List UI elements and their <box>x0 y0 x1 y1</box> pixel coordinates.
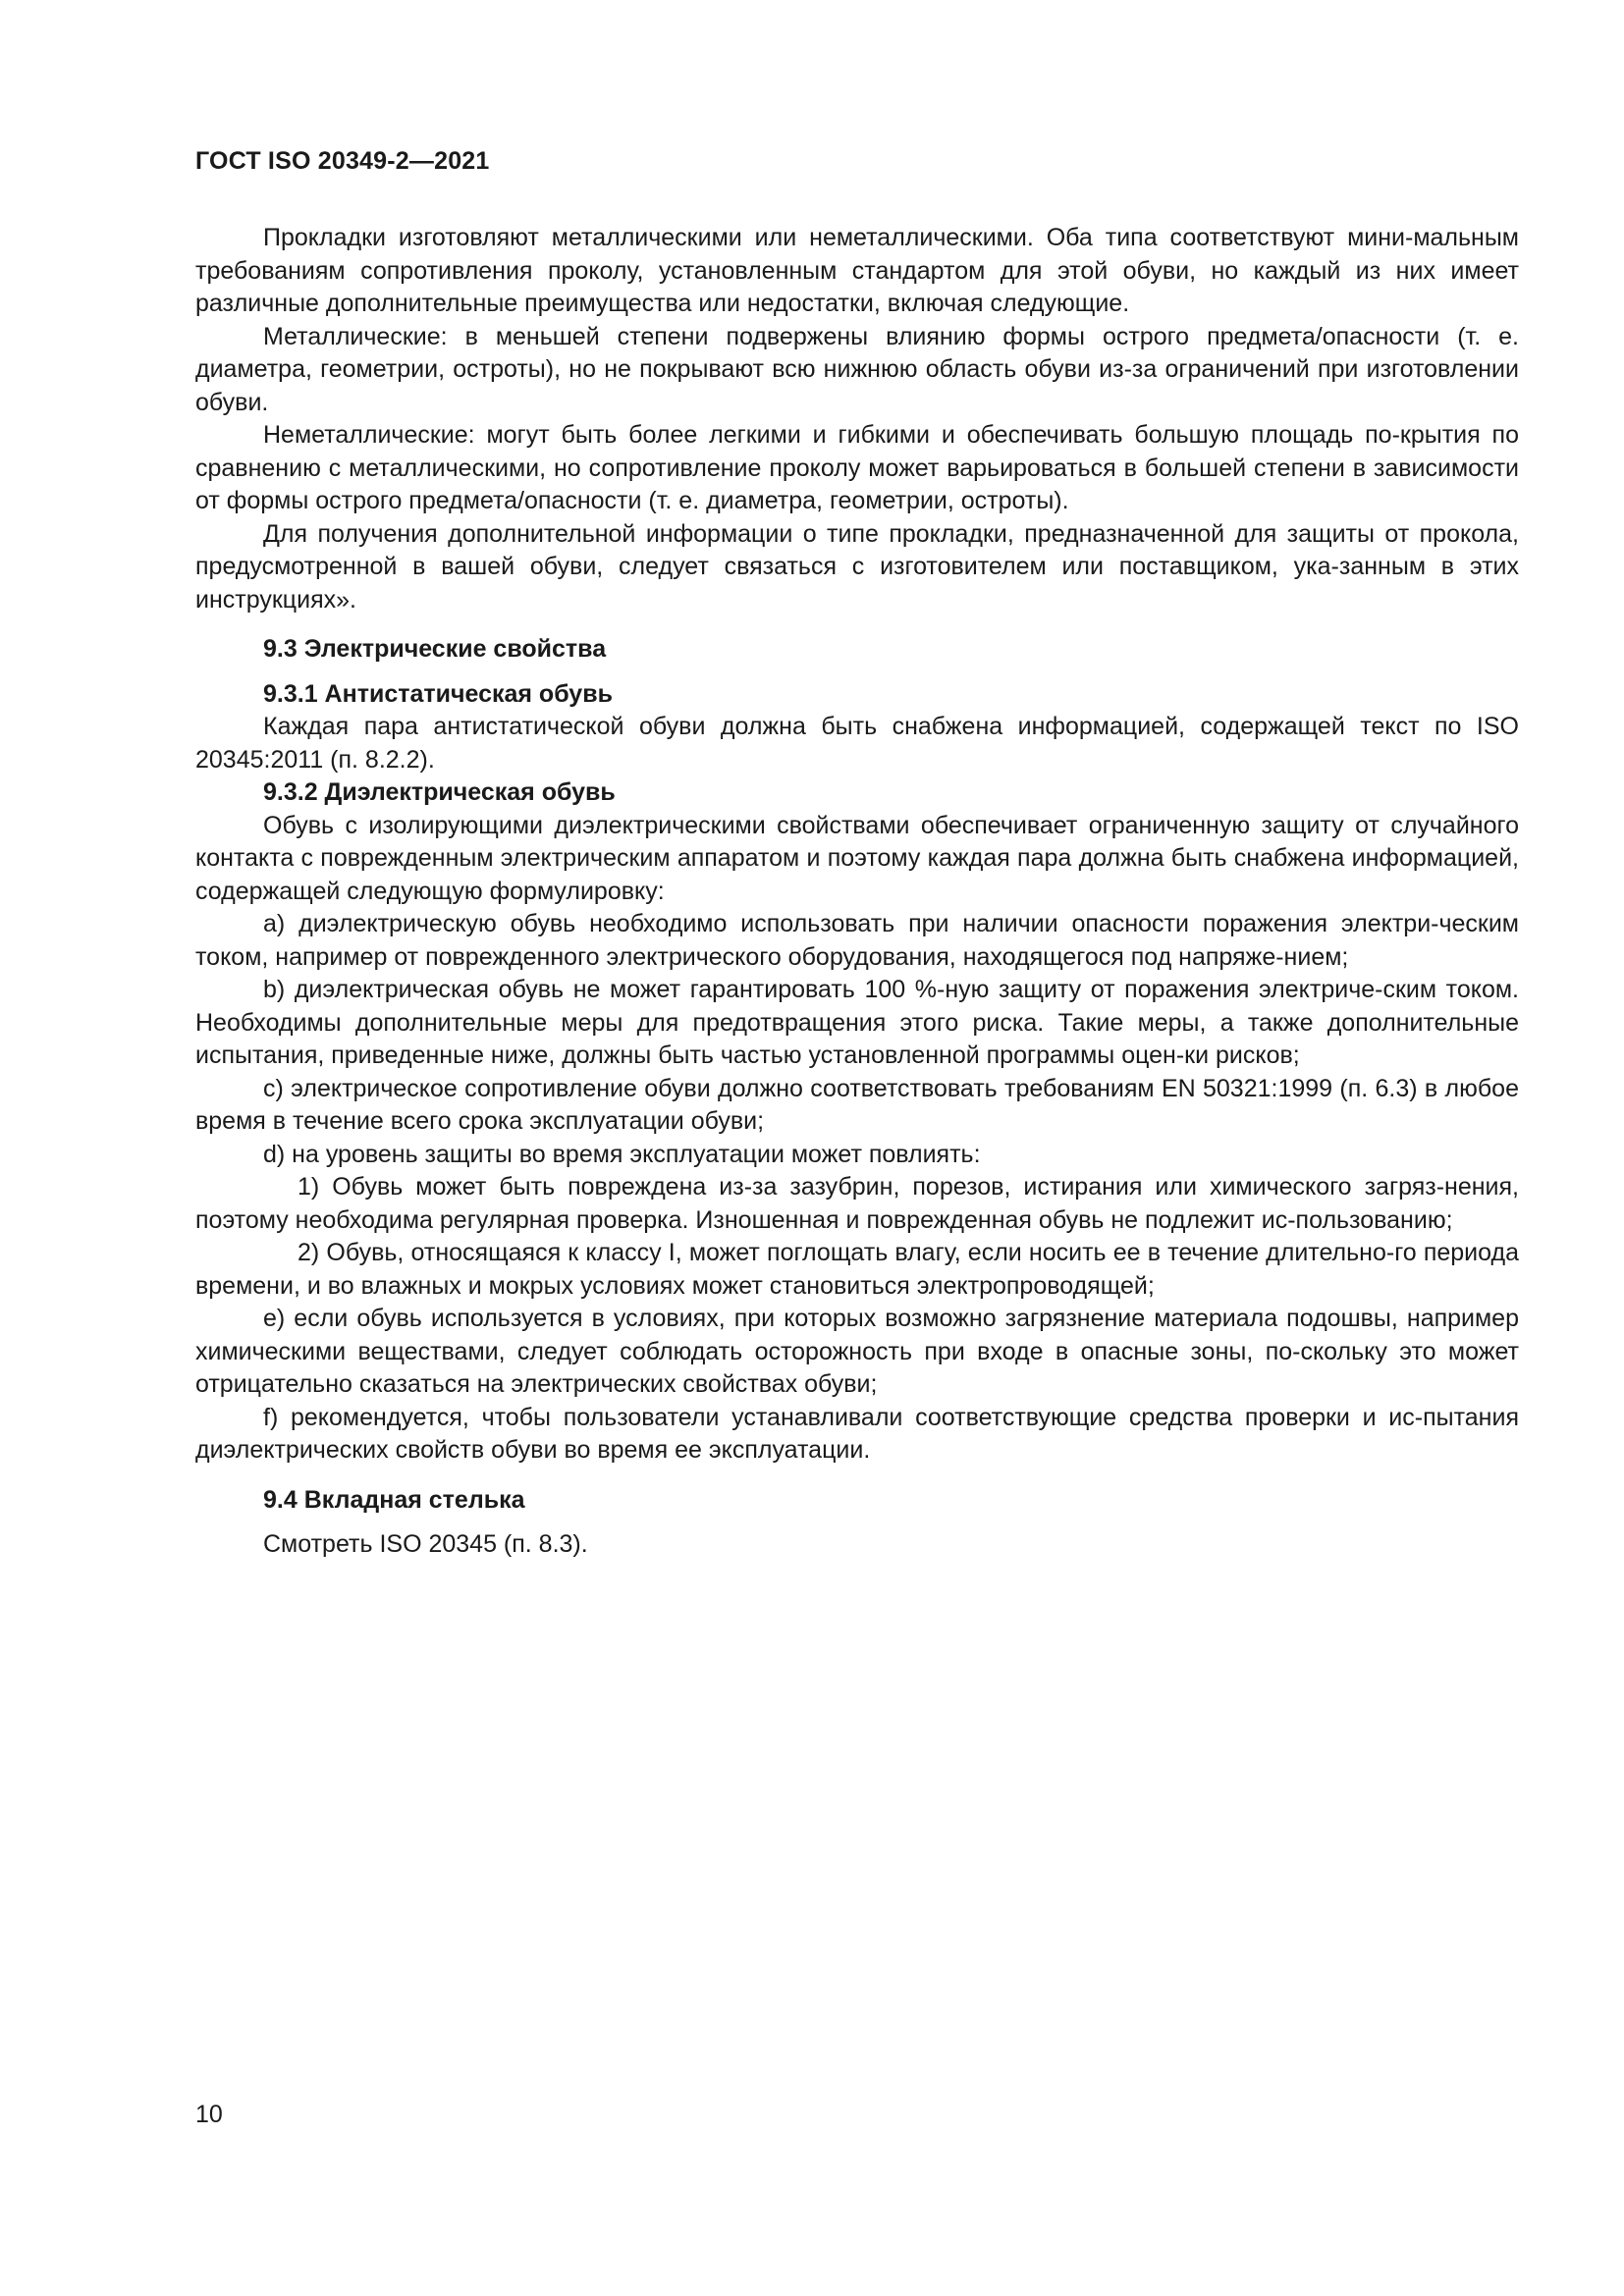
list-item-d-1: 1) Обувь может быть повреждена из-за зазубрин, порезов, истирания или химического загряз-нения, поэтому необходима регулярная проверка. Изношенная и поврежденная обувь не подлежит ис-пользованию; <box>195 1173 1519 1234</box>
document-code-header: ГОСТ ISO 20349-2—2021 <box>195 147 490 175</box>
section-heading-9-3: 9.3 Электрические свойства <box>263 635 607 663</box>
paragraph-non-metallic: Неметаллические: могут быть более легкими и гибкими и обеспечивать большую площадь по-крытия по сравнению с металлическими, но сопротивление проколу может варьироваться в большей степени в зависимости от формы острого предмета/опасности (т. е. диаметра, геометрии, остроты). <box>195 421 1519 514</box>
list-item-d: d) на уровень защиты во время эксплуатации может повлиять: <box>263 1140 981 1168</box>
subsection-heading-9-3-1: 9.3.1 Антистатическая обувь <box>263 679 613 708</box>
paragraph-dielectric: Обувь с изолирующими диэлектрическими свойствами обеспечивает ограниченную защиту от случайного контакта с поврежденным электрическим аппаратом и поэтому каждая пара должна быть снабжена информацией, содержащей следующую формулировку: <box>195 811 1519 905</box>
list-item-b: b) диэлектрическая обувь не может гарантировать 100 %-ную защиту от поражения электриче-ским током. Необходимы дополнительные меры для предотвращения этого риска. Такие меры, а также дополнительные испытания, приведенные ниже, должны быть частью установленной программы оцен-ки рисков; <box>195 976 1519 1069</box>
document-body <box>195 222 1519 1562</box>
list-item-e: e) если обувь используется в условиях, при которых возможно загрязнение материала подошвы, например химическими веществами, следует соблюдать осторожность при входе в опасные зоны, по-скольку это может отрицательно сказаться на электрических свойствах обуви; <box>195 1305 1519 1398</box>
list-item-a: a) диэлектрическую обувь необходимо использовать при наличии опасности поражения электри-ческим током, например от поврежденного электрического оборудования, находящегося под напряже-нием; <box>195 910 1519 971</box>
paragraph-insert-types: Прокладки изготовляют металлическими или неметаллическими. Оба типа соответствуют мини-мальным требованиям сопротивления проколу, установленным стандартом для этой обуви, но каждый из них имеет различные дополнительные преимущества или недостатки, включая следующие. <box>195 224 1519 317</box>
paragraph-metallic: Металлические: в меньшей степени подвержены влиянию формы острого предмета/опасности (т. е. диаметра, геометрии, остроты), но не покрывают всю нижнюю область обуви из-за ограничений при изготовлении обуви. <box>195 322 1519 416</box>
paragraph-antistatic: Каждая пара антистатической обуви должна быть снабжена информацией, содержащей текст по ISO 20345:2011 (п. 8.2.2). <box>195 713 1519 774</box>
page-number: 10 <box>195 2101 223 2128</box>
list-item-c: c) электрическое сопротивление обуви должно соответствовать требованиям EN 50321:1999 (п. 6.3) в любое время в течение всего срока эксплуатации обуви; <box>195 1074 1519 1135</box>
paragraph-insole: Смотреть ISO 20345 (п. 8.3). <box>263 1530 588 1558</box>
paragraph-further-info: Для получения дополнительной информации о типе прокладки, предназначенной для защиты от прокола, предусмотренной в вашей обуви, следует связаться с изготовителем или поставщиком, ука-занным в этих инструкциях». <box>195 519 1519 614</box>
list-item-d-2: 2) Обувь, относящаяся к классу I, может поглощать влагу, если носить ее в течение длительно-го периода времени, и во влажных и мокрых условиях может становиться электропроводящей; <box>195 1239 1519 1300</box>
list-item-f: f) рекомендуется, чтобы пользователи устанавливали соответствующие средства проверки и ис-пытания диэлектрических свойств обуви во время ее эксплуатации. <box>195 1403 1519 1464</box>
subsection-heading-9-3-2: 9.3.2 Диэлектрическая обувь <box>263 778 616 806</box>
section-heading-9-4: 9.4 Вкладная стелька <box>263 1485 525 1514</box>
